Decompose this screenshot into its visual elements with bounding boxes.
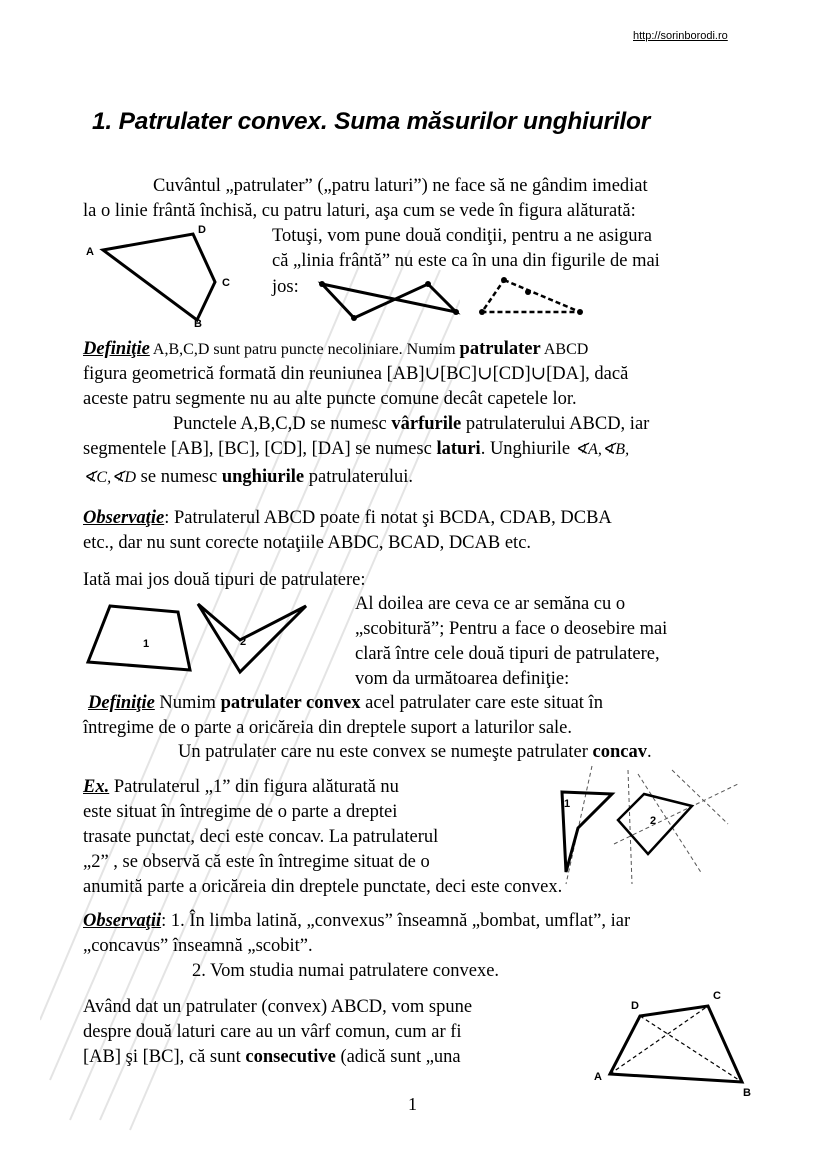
- definition-2-bold-concav: concav: [592, 742, 647, 762]
- final-bold-consecutive: consecutive: [245, 1047, 336, 1067]
- final-line-2: despre două laturi care au un vârf comun, cum ar fi: [83, 1022, 462, 1042]
- invalid-broken-lines-figure: [318, 278, 598, 324]
- observation-1-line-2: etc., dar nu sunt corecte notaţiile ABDC, BCAD, DCAB etc.: [83, 533, 532, 553]
- definition-2-line-3-c: .: [647, 742, 652, 762]
- example-line-1: [83, 776, 399, 798]
- definition-2-line-3: [178, 741, 652, 763]
- example-keyword: Ex.: [83, 777, 110, 797]
- observation-keyword: Observaţie: [83, 508, 165, 528]
- fig1-label-b: B: [194, 318, 202, 330]
- final-line-3: [83, 1046, 461, 1068]
- example-line-2: este situat în întregime de o parte a dreptei: [83, 802, 398, 822]
- definition-1-text-a: A,B,C,D sunt patru puncte necoliniare. Numim: [149, 341, 460, 358]
- convexity-test-figure: [552, 764, 738, 888]
- definition-1-bold-varfurile: vârfurile: [391, 414, 462, 434]
- types-line-3: „scobitură”; Pentru a face o deosebire mai: [355, 619, 668, 639]
- types-line-4: clară între cele două tipuri de patrulatere,: [355, 644, 660, 664]
- definition-2-keyword: Definiţie: [88, 693, 155, 713]
- convex-concave-figure: [82, 598, 354, 678]
- definition-1-text-c: ABCD: [540, 341, 589, 358]
- fig5-label-d: D: [631, 1000, 639, 1012]
- fig4-label-2: 2: [650, 815, 657, 827]
- definition-1-line-5: [83, 438, 629, 461]
- fig5-label-b: B: [743, 1087, 751, 1099]
- quadrilateral-abcd-figure: [85, 222, 245, 334]
- example-line-5: anumită parte a oricăreia din dreptele punctate, deci este convex.: [83, 877, 563, 897]
- observation-2-line-1: [83, 910, 630, 932]
- example-line-4: „2” , se observă că este în întregime situat de o: [83, 852, 430, 872]
- definition-1-bold-unghiurile: unghiurile: [221, 467, 305, 487]
- intro-line-2: la o linie frântă închisă, cu patru laturi, aşa cum se vede în figura alăturată:: [83, 201, 636, 221]
- fig3-label-2: 2: [240, 636, 247, 648]
- angle-symbols-cd: ∢C,∢D: [83, 469, 137, 486]
- quadrilateral-diagonals-figure: [600, 1000, 750, 1090]
- definition-1-line-4: [173, 413, 649, 435]
- intro-line-5: jos:: [272, 277, 299, 297]
- definition-1-line-5-c: . Unghiurile: [480, 439, 575, 459]
- types-line-2: Al doilea are ceva ce ar semăna cu o: [355, 594, 626, 614]
- example-line-1-text: Patrulaterul „1” din figura alăturată nu: [109, 777, 399, 797]
- example-line-3: trasate punctat, deci este concav. La patrulaterul: [83, 827, 439, 847]
- observations-keyword: Observaţii: [83, 911, 162, 931]
- fig1-label-d: D: [198, 224, 206, 236]
- page-title: 1. Patrulater convex. Suma măsurilor unghiurilor: [92, 108, 651, 135]
- definition-1-bold-patrulater: patrulater: [459, 339, 541, 359]
- definition-1-line-4-a: Punctele A,B,C,D se numesc: [173, 414, 392, 434]
- fig4-label-1: 1: [564, 798, 571, 810]
- observation-2-line-3: 2. Vom studia numai patrulatere convexe.: [192, 961, 500, 981]
- intro-line-3: Totuşi, vom pune două condiţii, pentru a ne asigura: [272, 226, 652, 246]
- observation-1-text: : Patrulaterul ABCD poate fi notat şi BCDA, CDAB, DCBA: [164, 508, 612, 528]
- final-line-3-a: [AB] şi [BC], că sunt: [83, 1047, 246, 1067]
- fig3-label-1: 1: [143, 638, 150, 650]
- definition-2-text-a: Numim: [154, 693, 221, 713]
- definition-1-line-6-b: se numesc: [136, 467, 222, 487]
- page-number: 1: [408, 1094, 417, 1114]
- definition-1-line-6: [83, 466, 413, 489]
- observation-2-text: : 1. În limba latină, „convexus” înseamnă „bombat, umflat”, iar: [161, 911, 631, 931]
- observation-1-line-1: [83, 507, 612, 529]
- fig5-label-c: C: [713, 990, 721, 1002]
- final-line-1: Având dat un patrulater (convex) ABCD, vom spune: [83, 997, 473, 1017]
- types-line-1: Iată mai jos două tipuri de patrulatere:: [83, 570, 366, 590]
- definition-1-line-4-c: patrulaterului ABCD, iar: [461, 414, 650, 434]
- definition-1-bold-laturi: laturi: [436, 439, 481, 459]
- angle-symbols-ab: ∢A,∢B,: [574, 441, 630, 458]
- fig5-label-a: A: [594, 1071, 602, 1083]
- intro-line-4: că „linia frântă” nu este ca în una din figurile de mai: [272, 251, 660, 271]
- definition-2-text-c: acel patrulater care este situat în: [360, 693, 603, 713]
- intro-line-1: Cuvântul „patrulater” („patru laturi”) ne face să ne gândim imediat: [153, 176, 648, 196]
- definition-2-line-3-a: Un patrulater care nu este convex se numeşte patrulater: [178, 742, 593, 762]
- definition-2-line-1: [88, 692, 603, 714]
- definition-keyword: Definiţie: [83, 339, 150, 359]
- observation-2-line-2: „concavus” înseamnă „scobit”.: [83, 936, 313, 956]
- fig1-label-a: A: [86, 246, 94, 258]
- final-line-3-c: (adică sunt „una: [335, 1047, 461, 1067]
- definition-1-line-6-d: patrulaterului.: [304, 467, 414, 487]
- definition-1-line-5-a: segmentele [AB], [BC], [CD], [DA] se numesc: [83, 439, 437, 459]
- definition-1-line-2: figura geometrică formată din reuniunea [AB]∪[BC]∪[CD]∪[DA], dacă: [83, 364, 629, 384]
- fig1-label-c: C: [222, 277, 230, 289]
- definition-2-bold-convex: patrulater convex: [220, 693, 361, 713]
- header-url-link[interactable]: http://sorinborodi.ro: [633, 30, 728, 42]
- definition-2-line-2: întregime de o parte a oricăreia din dreptele suport a laturilor sale.: [83, 718, 573, 738]
- types-line-5: vom da următoarea definiţie:: [355, 669, 570, 689]
- definition-1-line-1: [83, 338, 588, 361]
- definition-1-line-3: aceste patru segmente nu au alte puncte comune decât capetele lor.: [83, 389, 577, 409]
